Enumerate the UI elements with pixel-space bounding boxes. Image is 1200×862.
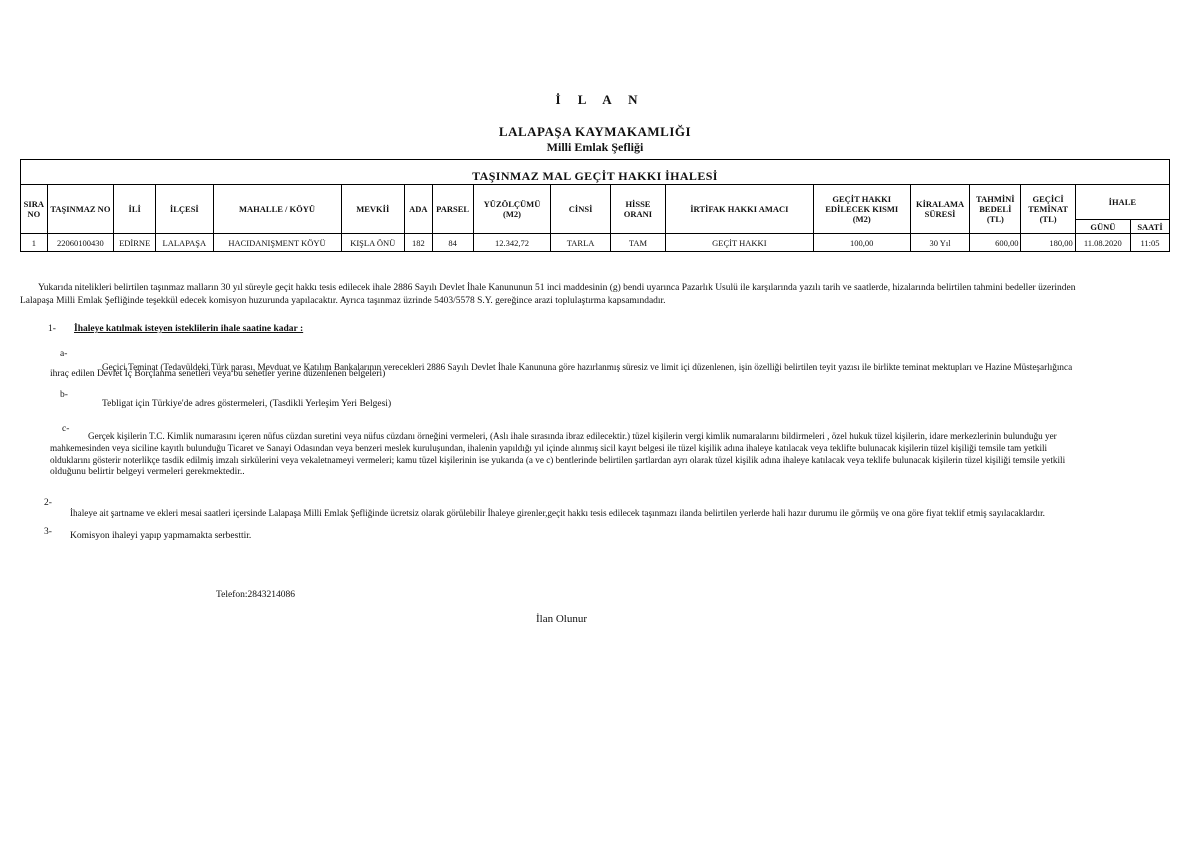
auction-table-title: TAŞINMAZ MAL GEÇİT HAKKI İHALESİ [472, 169, 718, 183]
cell-mahalle: HACIDANIŞMENT KÖYÜ [213, 234, 341, 252]
item-c-line-2: mahkemesinden veya siciline kayıtlı bulunduğu Ticaret ve Sanayi Odasından veya benzeri meslek kuruluşundan, ihalenin yapıldığı yıl içinde alınmış sicil kayıt belgesi ile tüzel kişilik adına ihaleye katılacak veya teklifte bulunacak kişilerin tüzel kişiliği temsile tam yetkili [50, 443, 1048, 453]
closing-line: İlan Olunur [536, 613, 588, 625]
col-tahmini: TAHMİNİ BEDELİ (TL) [970, 185, 1021, 234]
auction-table-title-row [20, 159, 1170, 184]
cell-il: EDİRNE [114, 234, 156, 252]
intro-line-1: Yukarıda nitelikleri belirtilen taşınmaz malların 30 yıl süreyle geçit hakkı tesis edilecek ihale 2886 Sayılı Devlet İhale Kanununun 51 inci maddesinin (g) bendi uyarınca Pazarlık Usulü ile karşılarında yazılı tarih ve saatlerde, hizalarında belirtilen tahmini bedeller üzerinden [38, 283, 1076, 293]
col-ada: ADA [405, 185, 433, 234]
cell-gunu: 11.08.2020 [1075, 234, 1130, 252]
col-kiralama: KİRALAMA SÜRESİ [910, 185, 969, 234]
intro-line-2: Lalapaşa Milli Emlak Şefliğinde teşekkül edecek komisyon huzurunda yapılacaktır. Ayrıca taşınmaz üzrinde 5403/5578 S.Y. gereğince arazi toplulaştırma kapsamındadır. [20, 296, 666, 306]
col-il: İLİ [114, 185, 156, 234]
col-tasinmaz-no: TAŞINMAZ NO [47, 185, 114, 234]
item-a-line-2: ihraç edilen Devlet İç Borçlanma senetleri veya bu senetler yerine düzenlenen belgeleri) [50, 369, 386, 379]
cell-kiralama: 30 Yıl [910, 234, 969, 252]
col-mahalle: MAHALLE / KÖYÜ [213, 185, 341, 234]
cell-tahmini: 600,00 [970, 234, 1021, 252]
col-cinsi: CİNSİ [551, 185, 610, 234]
item-c-line-1: Gerçek kişilerin T.C. Kimlik numarasını içeren nüfus cüzdan suretini veya nüfus cüzdanı örneğini vermeleri, (Aslı ihale sırasında ibraz edilecektir.) tüzel kişilerin vergi kimlik numaralarını bildirmeleri , özel hukuk tüzel kişilerin, idare merkezlerinin bulunduğu yer [88, 431, 1057, 441]
organization-name: LALAPAŞA KAYMAKAMLIĞI [498, 124, 692, 139]
col-sira-no: SIRA NO [21, 185, 48, 234]
item-c-line-3: olduklarını gösterir noterlikçe tasdik edilmiş imzalı sirkülerini veya vekaletnameyi vermeleri; kamu tüzel kişilerinin ise yukarıda (a ve c) bentlerinde belirtilen şartlardan ayrı olarak tüzel kişilik adına ihaleye katılacak veya teklife bulunacak kişilerin tüzel kişiliği temsile yetkili [50, 455, 1066, 465]
cell-hisse: TAM [610, 234, 665, 252]
cell-irtifak: GEÇİT HAKKI [666, 234, 813, 252]
item-c-label: c- [62, 424, 70, 434]
section-2-number: 2- [44, 498, 52, 508]
cell-ada: 182 [405, 234, 433, 252]
item-b-label: b- [60, 390, 68, 400]
item-a-line-1: Geçici Teminat (Tedavüldeki Türk parası, Mevduat ve Katılım Bankalarının verecekleri 2886 Sayılı Devlet İhale Kanununa göre hazırlanmış süresiz ve limit içi düzenlenen, işin özelliği belirtilen teyit yazısı ile birlikte teminat mektupları ve Hazine Müsteşarlığınca [102, 362, 1073, 372]
cell-cinsi: TARLA [551, 234, 610, 252]
section-3-number: 3- [44, 527, 52, 537]
cell-saati: 11:05 [1131, 234, 1170, 252]
col-irtifak: İRTİFAK HAKKI AMACI [666, 185, 813, 234]
table-header-row [21, 185, 1170, 220]
item-b-line: Tebligat için Türkiye'de adres göstermeleri, (Tasdikli Yerleşim Yeri Belgesi) [102, 399, 392, 409]
telefon: Telefon:2843214086 [216, 590, 296, 600]
item-a-label: a- [60, 349, 68, 359]
section-1-number: 1- [48, 324, 56, 334]
col-ihale: İHALE [1075, 185, 1169, 220]
col-parsel: PARSEL [432, 185, 473, 234]
col-hisse: HİSSE ORANI [610, 185, 665, 234]
auction-grid [20, 184, 1170, 252]
cell-parsel: 84 [432, 234, 473, 252]
cell-tasinmaz-no: 22060100430 [47, 234, 114, 252]
col-ilce: İLÇESİ [156, 185, 213, 234]
cell-ilce: LALAPAŞA [156, 234, 213, 252]
cell-mevkii: KIŞLA ÖNÜ [341, 234, 404, 252]
item-c-line-4: olduğunu belirtir belgeyi vermeleri gerekmektedir.. [50, 467, 245, 477]
section-1-title: İhaleye katılmak isteyen isteklilerin ihale saatine kadar : [74, 324, 304, 334]
col-saati: SAATİ [1131, 220, 1170, 234]
table-row [21, 234, 1170, 252]
cell-teminat: 180,00 [1021, 234, 1075, 252]
col-gecit-kismi: GEÇİT HAKKI EDİLECEK KISMI (M2) [813, 185, 910, 234]
col-mevkii: MEVKİİ [341, 185, 404, 234]
section-3-text: Komisyon ihaleyi yapıp yapmamakta serbesttir. [70, 531, 252, 541]
section-2-text: İhaleye ait şartname ve ekleri mesai saatleri içersinde Lalapaşa Milli Emlak Şefliğinde ücretsiz olarak görülebilir İhaleye girenler,geçit hakkı tesis edilecek taşınmazı ilanda belirtilen yerlerde hali hazır durumu ile görmüş ve ona göre fiyat teklif etmiş sayılacaklardır. [70, 508, 1045, 518]
ilan-title: İ L A N [555, 92, 645, 107]
auction-table [20, 159, 1170, 252]
col-teminat: GEÇİCİ TEMİNAT (TL) [1021, 185, 1075, 234]
cell-yuzolcumu: 12.342,72 [473, 234, 551, 252]
col-gunu: GÜNÜ [1075, 220, 1130, 234]
organization-sub-unit: Milli Emlak Şefliği [546, 140, 644, 154]
cell-gecit-kismi: 100,00 [813, 234, 910, 252]
cell-sira: 1 [21, 234, 48, 252]
col-yuzolcumu: YÜZÖLÇÜMÜ (M2) [473, 185, 551, 234]
